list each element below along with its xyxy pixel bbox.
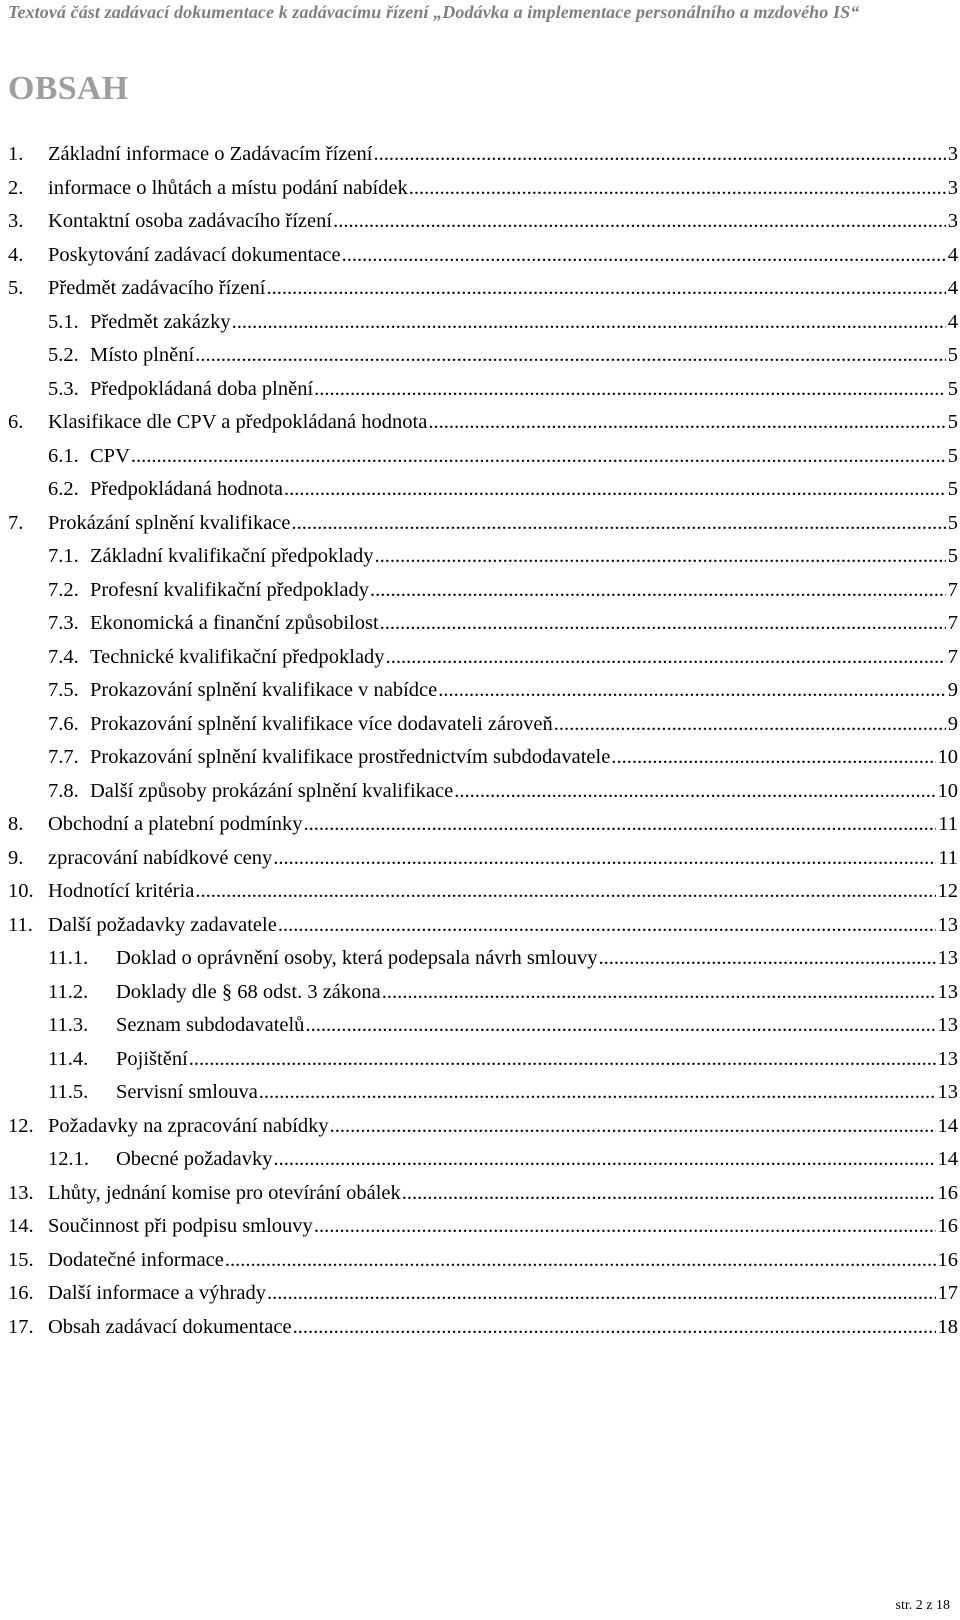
- toc-entry-title: Další informace a výhrady: [48, 1282, 267, 1304]
- toc-dot-leader: [333, 205, 946, 239]
- toc-entry[interactable]: [8, 942, 958, 976]
- toc-entry-page: 7: [947, 645, 958, 668]
- toc-entry-title: Poskytování zadávací dokumentace: [48, 243, 341, 266]
- toc-entry-title: Základní kvalifikační předpoklady: [90, 545, 374, 567]
- toc-dot-leader: [189, 1043, 936, 1077]
- toc-entry[interactable]: [8, 574, 958, 608]
- toc-entry[interactable]: [8, 741, 958, 775]
- toc-entry-title: Obsah zadávací dokumentace: [48, 1315, 292, 1338]
- toc-entry-title: Lhůty, jednání komise pro otevírání obálek: [48, 1181, 401, 1204]
- toc-entry[interactable]: [8, 641, 958, 675]
- toc-entry[interactable]: [8, 1244, 958, 1278]
- toc-dot-leader: [380, 607, 946, 641]
- toc-entry[interactable]: [8, 775, 958, 809]
- toc-entry-title: Obchodní a platební podmínky: [48, 813, 303, 835]
- toc-entry-title: Prokázání splnění kvalifikace: [48, 511, 291, 534]
- toc-entry-number: 7.6.: [48, 712, 79, 735]
- toc-entry-title: Obecné požadavky: [116, 1148, 273, 1170]
- toc-entry-page: 9: [947, 679, 958, 701]
- toc-dot-leader: [225, 1244, 936, 1278]
- page-number: str. 2 z 18: [895, 1598, 950, 1613]
- toc-entry-page: 5: [947, 511, 958, 534]
- toc-entry[interactable]: [8, 138, 958, 172]
- toc-entry-number: 7.8.: [48, 779, 79, 802]
- toc-entry-title: Předpokládaná doba plnění: [90, 377, 314, 400]
- toc-entry-page: 14: [937, 1114, 958, 1137]
- toc-entry-title: Servisní smlouva: [116, 1081, 258, 1103]
- toc-entry[interactable]: [8, 205, 958, 239]
- toc-dot-leader: [409, 172, 946, 206]
- toc-entry[interactable]: [8, 306, 958, 340]
- toc-entry-number: 14.: [8, 1215, 34, 1237]
- toc-entry[interactable]: [8, 1110, 958, 1144]
- toc-entry[interactable]: [8, 406, 958, 440]
- toc-entry-title: Seznam subdodavatelů: [116, 1014, 305, 1036]
- toc-entry-page: 14: [937, 1148, 958, 1170]
- toc-entry-page: 5: [947, 545, 958, 567]
- toc-entry-page: 5: [947, 478, 958, 500]
- toc-entry[interactable]: [8, 976, 958, 1010]
- toc-entry-number: 7.4.: [48, 645, 79, 668]
- toc-dot-leader: [232, 306, 946, 340]
- toc-entry[interactable]: [8, 172, 958, 206]
- toc-dot-leader: [330, 1110, 936, 1144]
- toc-entry[interactable]: [8, 540, 958, 574]
- toc-entry-page: 4: [947, 277, 958, 299]
- toc-entry-page: 7: [947, 612, 958, 634]
- toc-entry-number: 9.: [8, 846, 24, 869]
- toc-entry[interactable]: [8, 1143, 958, 1177]
- toc-entry-page: 16: [937, 1181, 958, 1204]
- toc-entry-page: 3: [947, 210, 958, 232]
- toc-entry-number: 10.: [8, 880, 34, 902]
- toc-dot-leader: [438, 674, 946, 708]
- toc-dot-leader: [554, 708, 946, 742]
- toc-dot-leader: [304, 808, 937, 842]
- toc-entry-title: Technické kvalifikační předpoklady: [90, 645, 385, 668]
- toc-entry-page: 3: [947, 176, 958, 199]
- toc-entry-page: 10: [937, 746, 958, 768]
- toc-dot-leader: [266, 272, 945, 306]
- toc-entry-number: 7.2.: [48, 578, 79, 601]
- toc-entry-number: 7.1.: [48, 545, 79, 567]
- toc-entry[interactable]: [8, 272, 958, 306]
- toc-dot-leader: [273, 842, 936, 876]
- toc-entry[interactable]: [8, 909, 958, 943]
- toc-dot-leader: [293, 1311, 936, 1345]
- toc-entry-page: 13: [937, 1047, 958, 1070]
- toc-entry[interactable]: [8, 607, 958, 641]
- toc-entry-page: 11: [938, 846, 958, 869]
- table-of-contents: [8, 138, 958, 1344]
- toc-entry-title: Pojištění: [116, 1047, 188, 1070]
- toc-entry-page: 5: [947, 344, 958, 366]
- toc-entry-page: 13: [937, 980, 958, 1003]
- toc-dot-leader: [284, 473, 946, 507]
- toc-entry[interactable]: [8, 674, 958, 708]
- toc-entry-title: Kontaktní osoba zadávacího řízení: [48, 210, 333, 232]
- toc-entry-number: 5.: [8, 277, 24, 299]
- toc-entry-page: 12: [937, 880, 958, 902]
- toc-dot-leader: [274, 1143, 936, 1177]
- toc-entry-number: 2.: [8, 176, 24, 199]
- toc-entry-number: 11.2.: [48, 980, 89, 1003]
- toc-dot-leader: [375, 540, 946, 574]
- toc-entry[interactable]: [8, 440, 958, 474]
- toc-entry-title: Požadavky na zpracování nabídky: [48, 1114, 329, 1137]
- toc-entry[interactable]: [8, 1076, 958, 1110]
- toc-entry-title: Základní informace o Zadávacím řízení: [48, 143, 373, 165]
- toc-dot-leader: [611, 741, 935, 775]
- toc-entry-number: 4.: [8, 243, 24, 266]
- toc-entry-title: Další způsoby prokázání splnění kvalifikace: [90, 779, 454, 802]
- toc-entry[interactable]: [8, 339, 958, 373]
- toc-dot-leader: [370, 574, 946, 608]
- toc-entry-title: Klasifikace dle CPV a předpokládaná hodnota: [48, 411, 428, 433]
- toc-entry-title: Doklad o oprávnění osoby, která podepsala návrh smlouvy: [116, 947, 598, 969]
- toc-entry[interactable]: [8, 473, 958, 507]
- toc-entry-page: 13: [937, 1014, 958, 1036]
- toc-dot-leader: [428, 406, 945, 440]
- toc-entry-title: Prokazování splnění kvalifikace prostřednictvím subdodavatele: [90, 746, 611, 768]
- toc-entry-number: 11.4.: [48, 1047, 89, 1070]
- toc-entry-page: 9: [947, 712, 958, 735]
- toc-entry-number: 7.5.: [48, 679, 79, 701]
- toc-entry[interactable]: [8, 373, 958, 407]
- toc-dot-leader: [195, 875, 935, 909]
- toc-entry-title: Doklady dle § 68 odst. 3 zákona: [116, 980, 381, 1003]
- toc-dot-leader: [382, 976, 936, 1010]
- toc-entry[interactable]: [8, 808, 958, 842]
- toc-entry[interactable]: [8, 239, 958, 273]
- toc-entry-number: 11.5.: [48, 1081, 89, 1103]
- toc-entry-title: Předmět zakázky: [90, 310, 231, 333]
- toc-entry-page: 16: [937, 1215, 958, 1237]
- toc-entry-title: Předmět zadávacího řízení: [48, 277, 266, 299]
- toc-entry-title: Ekonomická a finanční způsobilost: [90, 612, 379, 634]
- toc-heading: OBSAH: [8, 70, 129, 107]
- toc-entry[interactable]: [8, 1277, 958, 1311]
- toc-dot-leader: [259, 1076, 936, 1110]
- toc-entry-number: 12.: [8, 1114, 34, 1137]
- toc-entry-page: 18: [937, 1315, 958, 1338]
- toc-entry[interactable]: [8, 708, 958, 742]
- toc-entry-page: 13: [937, 913, 958, 936]
- toc-entry-number: 6.2.: [48, 478, 79, 500]
- toc-entry[interactable]: [8, 875, 958, 909]
- toc-entry-title: Součinnost při podpisu smlouvy: [48, 1215, 313, 1237]
- toc-entry[interactable]: [8, 1210, 958, 1244]
- toc-entry-number: 6.: [8, 411, 24, 433]
- toc-entry-page: 3: [947, 143, 958, 165]
- toc-entry-page: 4: [947, 243, 958, 266]
- toc-entry-title: Místo plnění: [90, 344, 195, 366]
- toc-entry-number: 12.1.: [48, 1148, 89, 1170]
- toc-entry-title: CPV: [90, 444, 130, 467]
- toc-entry-number: 5.3.: [48, 377, 79, 400]
- toc-entry-page: 10: [937, 779, 958, 802]
- toc-entry-page: 7: [947, 578, 958, 601]
- toc-entry-number: 5.2.: [48, 344, 79, 366]
- toc-dot-leader: [598, 942, 935, 976]
- toc-entry-title: Hodnotící kritéria: [48, 880, 195, 902]
- toc-dot-leader: [342, 239, 946, 273]
- toc-dot-leader: [314, 373, 946, 407]
- toc-entry-number: 7.7.: [48, 746, 79, 768]
- toc-entry-title: Další požadavky zadavatele: [48, 913, 277, 936]
- toc-entry-title: Předpokládaná hodnota: [90, 478, 283, 500]
- toc-entry-title: Prokazování splnění kvalifikace v nabídce: [90, 679, 438, 701]
- toc-entry[interactable]: [8, 1177, 958, 1211]
- toc-entry-number: 11.1.: [48, 947, 89, 969]
- toc-entry-page: 4: [947, 310, 958, 333]
- toc-dot-leader: [292, 507, 946, 541]
- toc-entry-number: 16.: [8, 1282, 34, 1304]
- toc-entry-title: Prokazování splnění kvalifikace více dodavateli zároveň: [90, 712, 553, 735]
- toc-entry-page: 11: [938, 813, 958, 835]
- toc-entry-page: 5: [947, 444, 958, 467]
- toc-entry-page: 16: [937, 1248, 958, 1271]
- toc-entry-number: 6.1.: [48, 444, 79, 467]
- toc-entry-number: 1.: [8, 143, 24, 165]
- toc-dot-leader: [278, 909, 936, 943]
- toc-entry-title: informace o lhůtách a místu podání nabídek: [48, 176, 408, 199]
- toc-entry-title: Profesní kvalifikační předpoklady: [90, 578, 369, 601]
- toc-entry-title: Dodatečné informace: [48, 1248, 224, 1271]
- toc-dot-leader: [454, 775, 935, 809]
- toc-entry-page: 5: [947, 411, 958, 433]
- toc-entry-page: 17: [937, 1282, 958, 1304]
- toc-entry-page: 13: [937, 947, 958, 969]
- toc-entry-page: 5: [947, 377, 958, 400]
- toc-dot-leader: [402, 1177, 936, 1211]
- toc-entry-number: 17.: [8, 1315, 34, 1338]
- toc-dot-leader: [305, 1009, 935, 1043]
- toc-entry-number: 7.: [8, 511, 24, 534]
- toc-entry-number: 15.: [8, 1248, 34, 1271]
- toc-entry-number: 11.: [8, 913, 33, 936]
- toc-entry-page: 13: [937, 1081, 958, 1103]
- toc-entry-number: 7.3.: [48, 612, 79, 634]
- toc-entry-number: 8.: [8, 813, 24, 835]
- toc-dot-leader: [314, 1210, 936, 1244]
- toc-entry[interactable]: [8, 507, 958, 541]
- toc-dot-leader: [386, 641, 946, 675]
- toc-dot-leader: [131, 440, 946, 474]
- toc-entry-number: 13.: [8, 1181, 34, 1204]
- toc-entry[interactable]: [8, 1043, 958, 1077]
- toc-entry[interactable]: [8, 1009, 958, 1043]
- toc-entry-title: zpracování nabídkové ceny: [48, 846, 273, 869]
- toc-entry-number: 5.1.: [48, 310, 79, 333]
- toc-entry-number: 3.: [8, 210, 24, 232]
- toc-entry-number: 11.3.: [48, 1014, 89, 1036]
- toc-entry[interactable]: [8, 1311, 958, 1345]
- toc-dot-leader: [195, 339, 946, 373]
- toc-entry[interactable]: [8, 842, 958, 876]
- document-header: Textová část zadávací dokumentace k zadávacímu řízení „Dodávka a implementace personálního a mzdového IS“: [8, 2, 860, 22]
- toc-dot-leader: [267, 1277, 935, 1311]
- toc-dot-leader: [373, 138, 945, 172]
